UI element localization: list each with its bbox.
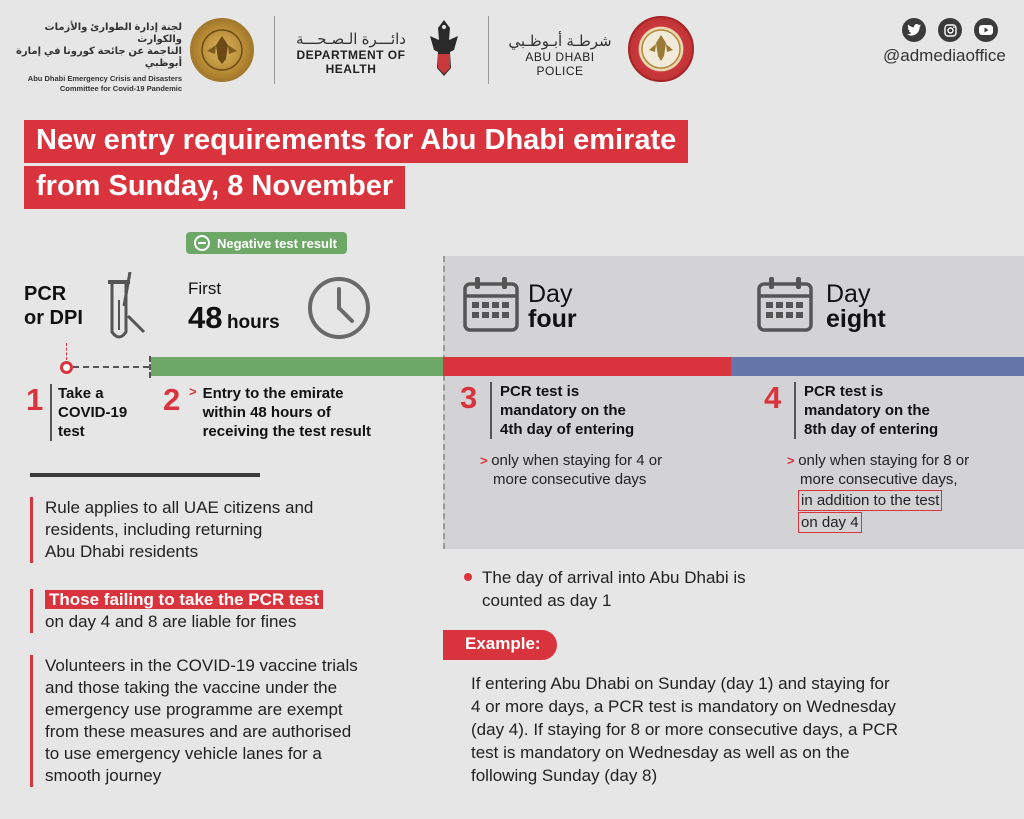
rule1-line2: residents, including returning [45, 520, 263, 539]
step-2 [163, 384, 371, 441]
rule3-line3: emergency use programme are exempt [45, 700, 343, 719]
timeline-green-bar [151, 357, 443, 376]
arrival-note [482, 566, 746, 612]
crisis-committee-text [14, 22, 182, 94]
hours-number: 48 [188, 300, 223, 335]
rule3-line1: Volunteers in the COVID-19 vaccine trials [45, 656, 358, 675]
police-emblem-icon [630, 18, 692, 80]
step-4-note-line1: only when staying for 8 or [798, 452, 970, 469]
rule-volunteers [30, 655, 358, 787]
step-3-note-line1: only when staying for 4 or [491, 452, 663, 469]
start-tick [50, 344, 60, 366]
youtube-icon[interactable] [974, 18, 998, 42]
arrival-line2: counted as day 1 [482, 591, 612, 610]
police-en-name: ABU DHABI POLICE [525, 50, 595, 78]
timeline-dashed-segment [73, 366, 149, 368]
day-eight-word-day: Day [826, 280, 871, 308]
step-4-note-line2: more consecutive days, [800, 471, 958, 488]
calendar-day-eight-icon [756, 276, 814, 334]
twitter-icon[interactable] [902, 18, 926, 42]
example-line4: test is mandatory on Wednesday as well as on the [471, 743, 850, 762]
calendar-day-four-icon [462, 276, 520, 334]
rule3-line4: from these measures and are authorised [45, 722, 352, 741]
rule1-line1: Rule applies to all UAE citizens and [45, 498, 314, 517]
step-3-number: 3 [460, 380, 478, 415]
crisis-committee-ar-line1: لجنة إدارة الطوارئ والأزمات والكوارث [44, 22, 182, 45]
step-4-chevron-icon: > [787, 453, 799, 468]
clock-icon [306, 275, 372, 341]
step-2-line1: Entry to the emirate [202, 385, 344, 402]
step-1-line3: test [58, 423, 85, 440]
falcon-icon [424, 18, 464, 78]
minus-circle-icon [194, 235, 210, 251]
falcon-emblem-icon [193, 21, 251, 79]
step-2-chevron-icon: > [189, 384, 197, 399]
example-line2: 4 or more days, a PCR test is mandatory on Wednesday [471, 697, 896, 716]
day-four-word-day: Day [528, 280, 573, 308]
section-divider [30, 473, 260, 477]
rule3-line2: and those taking the vaccine under the [45, 678, 338, 697]
step-4-line3: 8th day of entering [804, 421, 939, 438]
step-2-line3: receiving the test result [202, 423, 371, 440]
step-1 [26, 384, 127, 441]
timeline-red-bar [443, 357, 731, 376]
step-4-number: 4 [764, 380, 782, 415]
rule2-line2: on day 4 and 8 are liable for fines [45, 612, 297, 631]
step-4-note-line4: on day 4 [798, 512, 862, 533]
rule3-line6: smooth journey [45, 766, 162, 785]
step-3-text [490, 382, 634, 439]
uae-emblem-seal [190, 18, 254, 82]
negative-result-badge [186, 232, 347, 254]
crisis-committee-en-line2: Committee for Covid-19 Pandemic [59, 84, 182, 93]
instagram-icon[interactable] [938, 18, 962, 42]
rule1-line3: Abu Dhabi residents [45, 542, 199, 561]
timeline-blue-bar [731, 357, 1024, 376]
step-4-line1: PCR test is [804, 383, 884, 400]
rule3-line5: to use emergency vehicle lanes for a [45, 744, 322, 763]
step-4-line2: mandatory on the [804, 402, 930, 419]
step-2-text [203, 384, 371, 441]
hours-label [188, 300, 280, 336]
crisis-committee-en-line1: Abu Dhabi Emergency Crisis and Disasters [27, 74, 182, 83]
pcr-dpi-label [24, 282, 83, 330]
step-3 [460, 382, 634, 439]
negative-result-label: Negative test result [217, 235, 337, 251]
social-icons [902, 18, 998, 42]
step-3-line1: PCR test is [500, 383, 580, 400]
step-3-note [480, 451, 662, 489]
step-1-number: 1 [26, 382, 44, 417]
header-divider-2 [488, 16, 489, 84]
arrival-line1: The day of arrival into Abu Dhabi is [482, 568, 746, 587]
header-divider-1 [274, 16, 275, 84]
police-ar-name: شرطـة أبـوظـبي [508, 33, 612, 50]
day-four-word: four [528, 305, 577, 333]
step-1-line2: COVID-19 [58, 404, 128, 421]
step-3-note-line2: more consecutive days [493, 471, 647, 488]
step-1-text [50, 384, 127, 441]
step-4-note [787, 451, 969, 533]
timeline-start-dot [60, 361, 73, 374]
pcr-label-line2: or DPI [24, 307, 83, 329]
police-seal [628, 16, 694, 82]
step-4 [764, 382, 938, 439]
panel-dashed-divider [443, 256, 445, 549]
health-department-text [286, 30, 416, 76]
title-line-1: New entry requirements for Abu Dhabi emirate [24, 120, 688, 163]
step-3-line2: mandatory on the [500, 402, 626, 419]
title-line-2: from Sunday, 8 November [24, 166, 405, 209]
first-label: First [188, 279, 222, 298]
example-line3: (day 4). If staying for 8 or more consecutive days, a PCR [471, 720, 899, 739]
example-text [471, 672, 898, 787]
fines-highlight: Those failing to take the PCR test [45, 590, 323, 609]
rule-applies [30, 497, 313, 563]
example-line1: If entering Abu Dhabi on Sunday (day 1) and staying for [471, 674, 890, 693]
health-ar-name: دائـــرة الـصـحـــة [296, 31, 406, 48]
step-3-chevron-icon: > [480, 453, 492, 468]
step-1-line1: Take a [58, 385, 104, 402]
example-line5: following Sunday (day 8) [471, 766, 658, 785]
hours-word: hours [226, 312, 280, 333]
step-2-number: 2 [163, 382, 181, 417]
test-tube-icon [100, 272, 150, 346]
arrival-bullet-icon [464, 573, 472, 581]
day-eight-word: eight [826, 305, 886, 333]
step-2-line2: within 48 hours of [202, 404, 331, 421]
start-dashed-tick [66, 343, 67, 360]
health-en-name: DEPARTMENT OF HEALTH [296, 48, 406, 76]
crisis-committee-ar-line2: الناجمة عن جائحة كورونا في إمارة أبوظبي [16, 46, 182, 69]
health-falcon-logo [424, 18, 464, 83]
step-4-note-line3: in addition to the test [798, 490, 942, 511]
day-four-label [528, 282, 577, 332]
police-text [500, 32, 620, 78]
example-label: Example: [443, 630, 557, 660]
step-3-line3: 4th day of entering [500, 421, 635, 438]
step-4-text [794, 382, 938, 439]
rule-fines [30, 589, 323, 633]
social-handle[interactable]: @admediaoffice [883, 46, 1006, 65]
pcr-label-line1: PCR [24, 283, 67, 305]
day-eight-label [826, 282, 886, 332]
